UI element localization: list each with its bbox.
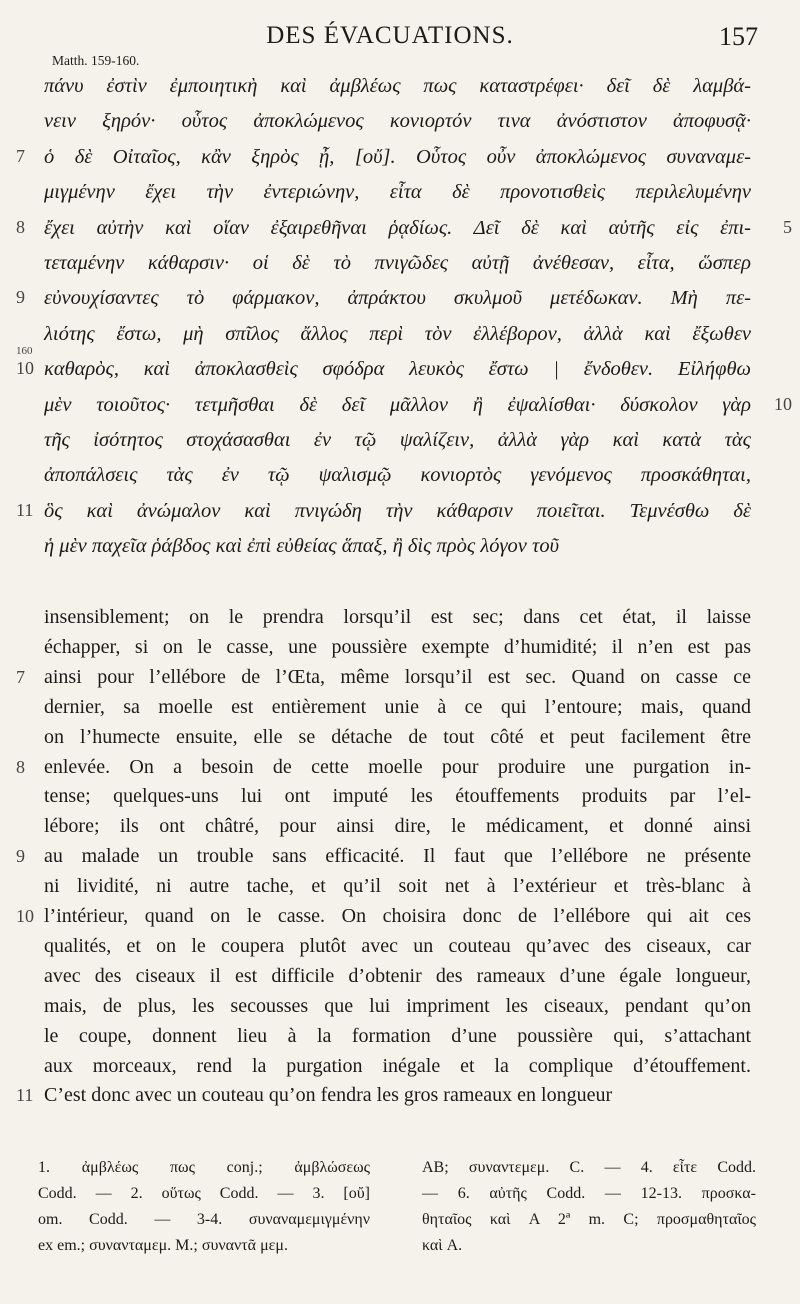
french-text-line: l’intérieur, quand on le casse. On choisira donc de l’ellébore qui ait ces: [44, 905, 751, 927]
margin-reference-number: 160: [16, 345, 33, 358]
french-text-line: au malade un trouble sans efficacité. Il faut que l’ellébore ne présente: [44, 845, 751, 868]
greek-text-line: καθαρὸς, καὶ ἀποκλασθεὶς σφόδρα λευκὸς ἔστω | ἔνδοθεν. Εἰλήφθω: [44, 358, 751, 381]
french-text-line: lébore; ils ont châtré, pour ainsi dire, le médicament, et donné ainsi: [44, 815, 751, 838]
margin-line-number: 10: [16, 906, 34, 926]
french-text-line: aux morceaux, rend la purgation inégale et la complique d’étouffement.: [44, 1054, 751, 1077]
margin-line-number: 8: [16, 216, 25, 237]
greek-text-line: ὁ δὲ Οἰταῖος, κἂν ξηρὸς ᾖ, [οὔ]. Οὗτος οὖν ἀποκλώμενος συναναμε-: [44, 145, 751, 168]
greek-text-line: τεταμένην κάθαρσιν· οἱ δὲ τὸ πνιγῶδες αὐτῇ ἀνέθεσαν, εἶτα, ὥσπερ: [44, 252, 751, 274]
margin-line-number: 11: [16, 1085, 34, 1106]
running-reference: Matth. 159-160.: [52, 53, 140, 68]
french-text-line: dernier, sa moelle est entièrement unie à ce qui l’entoure; mais, quand: [44, 695, 751, 718]
greek-text-line: ἔχει αὐτὴν καὶ οἵαν ἐξαιρεθῆναι ῥᾳδίως. Δεῖ δὲ καὶ αὐτῆς εἰς ἐπι-: [44, 216, 751, 239]
french-text-line: tense; quelques-uns lui ont imputé les étouffements produits par l’el-: [44, 785, 751, 808]
french-text-line: enlevée. On a besoin de cette moelle pour produire une purgation in-: [44, 755, 751, 778]
greek-text-line: μιγμένην ἔχει τὴν ἐντεριώνην, εἶτα δὲ προνοτισθεὶς περιλελυμένην: [44, 181, 751, 204]
french-text-line: insensiblement; on le prendra lorsqu’il est sec; dans cet état, il laisse: [44, 606, 751, 628]
footnote-line: om. Codd. — 3-4. συναναμεμιγμένην: [38, 1211, 370, 1228]
french-text-line: échapper, si on le casse, une poussière exempte d’humidité; il n’en est pas: [44, 635, 751, 658]
page-number: 157: [719, 22, 758, 51]
greek-text-line: λιότης ἔστω, μὴ σπῖλος ἄλλος περὶ τὸν ἐλλέβορον, ἀλλὰ καὶ ἔξωθεν: [44, 322, 751, 345]
french-text-line: C’est donc avec un couteau qu’on fendra les gros rameaux en longueur: [44, 1084, 613, 1107]
margin-line-number: 7: [16, 145, 25, 166]
greek-text-line: πάνυ ἐστὶν ἐμποιητικὴ καὶ ἀμβλέως πως καταστρέφει· δεῖ δὲ λαμβά-: [44, 75, 751, 97]
footnote-line: AB; συναντεμεμ. C. — 4. εἶτε Codd.: [422, 1159, 756, 1176]
footnote-line: θηταῖος καὶ A 2ª m. C; προσμαθηταῖος: [422, 1211, 756, 1228]
footnote-line: καὶ A.: [422, 1237, 463, 1254]
greek-text-line: ἀποπάλσεις τὰς ἐν τῷ ψαλισμῷ κονιορτὸς γενόμενος προσκάθηται,: [44, 464, 751, 487]
french-text-line: on l’humecte ensuite, elle se détache de tout côté et peut facilement être: [44, 725, 751, 748]
margin-line-number: 9: [16, 287, 25, 308]
french-text-line: mais, de plus, les secousses que lui impriment les ciseaux, pendant qu’on: [44, 994, 751, 1017]
french-text-line: qualités, et on le coupera plutôt avec un couteau qu’avec des ciseaux, car: [44, 934, 751, 957]
footnote-line: — 6. αὐτῆς Codd. — 12-13. προσκα-: [422, 1185, 756, 1202]
footnote-line: Codd. — 2. οὕτως Codd. — 3. [οὔ]: [38, 1185, 370, 1202]
greek-text-line: ὃς καὶ ἀνώμαλον καὶ πνιγώδη τὴν κάθαρσιν ποιεῖται. Τεμνέσθω δὲ: [44, 499, 751, 522]
margin-line-number: 10: [16, 358, 34, 379]
margin-line-number: 11: [16, 499, 34, 520]
page-title: DES ÉVACUATIONS.: [266, 22, 514, 49]
margin-right-number: 5: [783, 216, 792, 237]
footnote-line: 1. ἀμβλέως πως conj.; ἀμβλώσεως: [38, 1159, 370, 1176]
greek-text-line: μὲν τοιοῦτος· τετμῆσθαι δὲ δεῖ μᾶλλον ἢ ἐψαλίσθαι· δύσκολον γὰρ: [44, 393, 751, 416]
greek-text-line: τῆς ἰσότητος στοχάσασθαι ἐν τῷ ψαλίζειν, ἀλλὰ γὰρ καὶ κατὰ τὰς: [44, 429, 751, 451]
french-text-line: ainsi pour l’ellébore de l’Œta, même lorsqu’il est sec. Quand on casse ce: [44, 665, 751, 688]
french-text-line: le coupe, donnent lieu à la formation d’une poussière qui, s’attachant: [44, 1024, 751, 1047]
footnote-line: ex em.; συνανταμεμ. M.; συναντᾶ μεμ.: [38, 1237, 288, 1254]
greek-text-line: ἡ μὲν παχεῖα ῥάβδος καὶ ἐπὶ εὐθείας ἅπαξ, ἢ δὶς πρὸς λόγον τοῦ: [44, 535, 560, 558]
margin-line-number: 8: [16, 756, 25, 777]
margin-line-number: 9: [16, 846, 25, 867]
french-text-line: avec des ciseaux il est difficile d’obtenir des rameaux d’une égale longueur,: [44, 964, 751, 987]
greek-text-line: νειν ξηρόν· οὗτος ἀποκλώμενος κονιορτόν τινα ἀνόστιστον ἀποφυσᾷ·: [44, 110, 751, 133]
margin-right-number: 10: [774, 393, 792, 414]
margin-line-number: 7: [16, 666, 25, 687]
french-text-line: ni lividité, ni autre tache, et qu’il soit net à l’extérieur et très-blanc à: [44, 875, 751, 898]
greek-text-line: εὐνουχίσαντες τὸ φάρμακον, ἀπράκτου σκυλμοῦ μετέδωκαν. Μὴ πε-: [44, 287, 751, 310]
